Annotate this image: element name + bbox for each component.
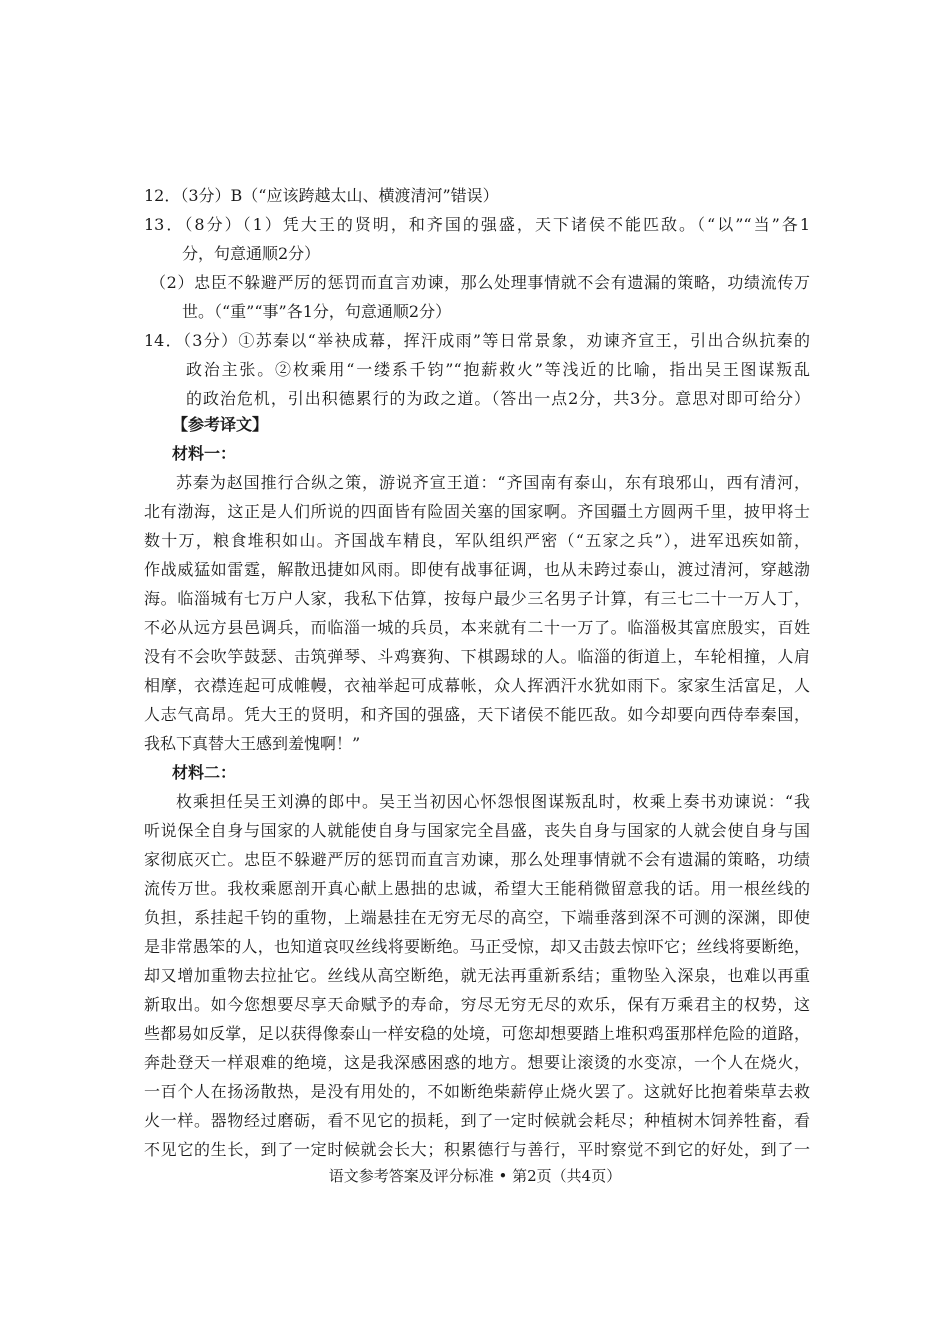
answer-q14-line1: 14．（3分）①苏秦以“举袂成幕，挥汗成雨”等日常景象，劝谏齐宣王，引出合纵抗秦的 — [144, 331, 810, 350]
translation-heading: 【参考译文】 — [172, 415, 269, 434]
material-two-line: 一百个人在扬汤散热，是没有用处的，不如断绝柴薪停止烧火罢了。这就好比抱着柴草去救 — [144, 1082, 810, 1101]
answer-q14-line2: 政治主张。②枚乘用“一缕系千钧”“抱薪救火”等浅近的比喻，指出吴王图谋叛乱 — [186, 360, 810, 379]
material-one-line: 北有渤海，这正是人们所说的四面皆有险固关塞的国家啊。齐国疆土方圆两千里，披甲将士 — [144, 502, 810, 521]
answer-q13-line4: 世。（“重”“事”各1分，句意通顺2分） — [182, 302, 452, 321]
material-one-line: 苏秦为赵国推行合纵之策，游说齐宣王道：“齐国南有泰山，东有琅邪山，西有清河， — [176, 473, 810, 492]
material-one-line: 作战威猛如雷霆，解散迅捷如风雨。即使有战事征调，也从未跨过泰山，渡过清河，穿越渤 — [144, 560, 810, 579]
material-two-line: 流传万世。我枚乘愿剖开真心献上愚拙的忠诚，希望大王能稍微留意我的话。用一根丝线的 — [144, 879, 810, 898]
material-two-line: 听说保全自身与国家的人就能使自身与国家完全昌盛，丧失自身与国家的人就会使自身与国 — [144, 821, 810, 840]
material-one-line: 人志气高昂。凭大王的贤明，和齐国的强盛，天下诸侯不能匹敌。如今却要向西侍奉秦国， — [144, 705, 810, 724]
material-one-line: 我私下真替大王感到羞愧啊！” — [144, 734, 361, 753]
material-two-line: 家彻底灭亡。忠臣不躲避严厉的惩罚而直言劝谏，那么处理事情就不会有遗漏的策略，功绩 — [144, 850, 810, 869]
material-one-line: 相摩，衣襟连起可成帷幔，衣袖举起可成幕帐，众人挥洒汗水犹如雨下。家家生活富足，人 — [144, 676, 810, 695]
material-one-line: 海。临淄城有七万户人家，我私下估算，按每户最少三名男子计算，有三七二十一万人丁， — [144, 589, 810, 608]
material-one-line: 数十万，粮食堆积如山。齐国战车精良，军队组织严密（“五家之兵”），进军迅疾如箭， — [144, 531, 810, 550]
page-footer: 语文参考答案及评分标准 • 第2页（共4页） — [328, 1167, 622, 1185]
answer-q14-line3: 的政治危机，引出积德累行的为政之道。（答出一点2分，共3分。意思对即可给分） — [186, 389, 810, 408]
material-two-line: 火一样。器物经过磨砺，看不见它的损耗，到了一定时候就会耗尽；种植树木饲养牲畜，看 — [144, 1111, 810, 1130]
material-two-line: 奔赴登天一样艰难的绝境，这是我深感困惑的地方。想要让滚烫的水变凉，一个人在烧火， — [144, 1053, 810, 1072]
material-two-line: 新取出。如今您想要尽享天命赋予的寿命，穷尽无穷无尽的欢乐，保有万乘君主的权势，这 — [144, 995, 810, 1014]
material-two-line: 负担，系挂起千钧的重物，上端悬挂在无穷无尽的高空，下端垂落到深不可测的深渊，即使 — [144, 908, 810, 927]
material-one-line: 不必从远方县邑调兵，而临淄一城的兵员，本来就有二十一万了。临淄极其富庶殷实，百姓 — [144, 618, 810, 637]
material-two-line: 不见它的生长，到了一定时候就会长大；积累德行与善行，平时察觉不到它的好处，到了一 — [144, 1140, 810, 1159]
material-one-title: 材料一： — [172, 444, 237, 463]
answer-q13-line1: 13．（8分）（1）凭大王的贤明，和齐国的强盛，天下诸侯不能匹敌。（“以”“当”各1 — [144, 215, 810, 234]
answer-q12: 12．（3分）B（“应该跨越太山、横渡清河”错误） — [144, 186, 499, 205]
material-two-line: 些都易如反掌，足以获得像泰山一样安稳的处境，可您却想要踏上堆积鸡蛋那样危险的道路， — [144, 1024, 810, 1043]
answer-q13-line3: （2）忠臣不躲避严厉的惩罚而直言劝谏，那么处理事情就不会有遗漏的策略，功绩流传万 — [150, 273, 810, 292]
material-two-title: 材料二： — [172, 763, 237, 782]
answer-q13-line2: 分，句意通顺2分） — [182, 244, 321, 263]
material-one-line: 没有不会吹竽鼓瑟、击筑弹琴、斗鸡赛狗、下棋踢球的人。临淄的街道上，车轮相撞，人肩 — [144, 647, 810, 666]
material-two-line: 枚乘担任吴王刘濞的郎中。吴王当初因心怀怨恨图谋叛乱时，枚乘上奏书劝谏说：“我 — [176, 792, 810, 811]
material-two-line: 是非常愚笨的人，也知道哀叹丝线将要断绝。马正受惊，却又击鼓去惊吓它；丝线将要断绝， — [144, 937, 810, 956]
material-two-line: 却又增加重物去拉扯它。丝线从高空断绝，就无法再重新系结；重物坠入深泉，也难以再重 — [144, 966, 810, 985]
